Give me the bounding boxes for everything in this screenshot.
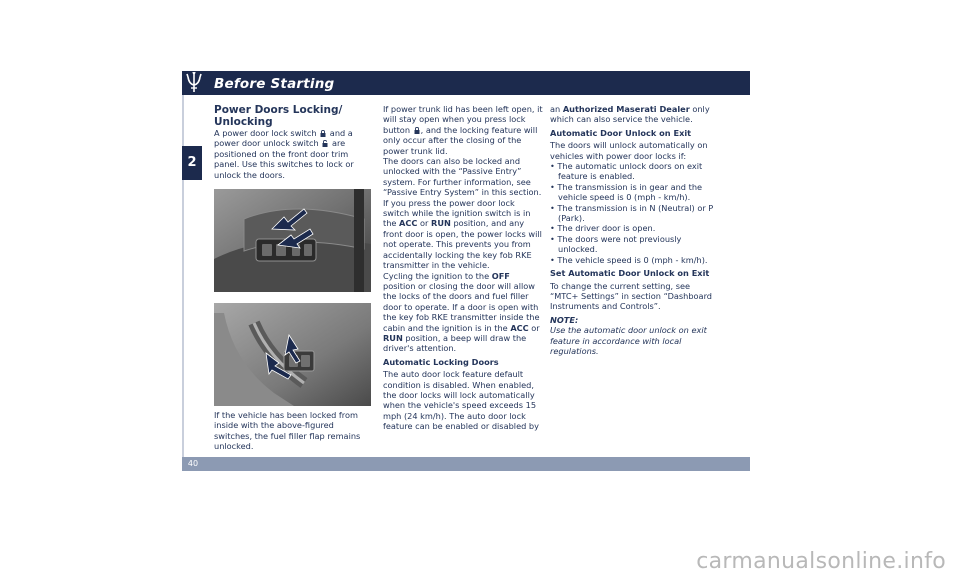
door-switch-figure-2 [214,303,371,406]
list-item: • The vehicle speed is 0 (mph - km/h). [550,254,708,265]
paragraph: The doors can also be locked and unlocked with the “Passive Entry” system. For further information, see “Passive Entry System” in this section. [383,156,542,198]
paragraph: If power trunk lid has been left open, it will stay open when you press lock button , and the locking feature will only occur after the closing of the power trunk lid. [383,104,543,156]
chapter-tab-divider [202,146,204,180]
paragraph: If you press the power door lock switch while the ignition switch is in the ACC or RUN position, and any front door is open, the power locks will not operate. This prevents you from accidentally locking the key fob RKE transmitter in the vehicle. [383,197,542,271]
intro-paragraph: A power door lock switch and a power door unlock switch are positioned on the front door trim panel. Use this switches to lock or unlock the doors. [214,128,354,180]
trident-logo-icon [184,72,204,94]
figure-caption: If the vehicle has been locked from inside with the above-figured switches, the fuel filler flap remains unlocked. [214,410,361,452]
chapter-tab: 2 [182,146,202,180]
note-text: Use the automatic door unlock on exit feature in accordance with local regulations. [550,325,707,356]
list-item: • The driver door is open. [550,223,656,234]
paragraph: an Authorized Maserati Dealer only which can also service the vehicle. [550,104,710,125]
list-item: • The transmission is in gear and the vehicle speed is 0 (mph - km/h). [550,181,703,203]
paragraph: The doors will unlock automatically on vehicles with power door locks if: [550,140,708,161]
lock-icon [414,127,420,134]
subheading: Automatic Door Unlock on Exit [550,127,692,138]
list-item: • The transmission is in N (Neutral) or P (Park). [550,202,714,224]
note-label: NOTE: [550,314,579,325]
unlock-icon [322,140,328,147]
column-1 [214,104,374,180]
door-switch-figure-1 [214,189,371,292]
list-item: • The automatic unlock doors on exit feature is enabled. [550,161,703,182]
paragraph: Cycling the ignition to the OFF position or closing the door will allow the locks of the doors and fuel filler door to operate. If a door is open with the key fob RKE transmitter inside the cabin and the ignition is in the ACC or RUN position, a beep will draw the driver's attention. [383,270,540,354]
paragraph: The auto door lock feature default condition is disabled. When enabled, the door locks will lock automatically when the vehicle's speed exceeds 15 mph (24 km/h). The auto door lock feature can be enabled or disabled by [383,369,539,432]
subheading: Automatic Locking Doors [383,356,499,367]
page-number: 40 [187,459,199,468]
section-title: Before Starting [214,76,335,92]
column-2 [383,104,543,432]
watermark-text: carmanualsonline.info [696,549,946,574]
footer-bar [182,457,750,471]
paragraph: To change the current setting, see “MTC+ Settings” in section “Dashboard Instruments and Controls”. [550,280,712,312]
margin-rule [182,180,184,457]
page-heading: Power Doors Locking/ Unlocking [214,104,343,128]
list-item: • The doors were not previously unlocked. [550,233,682,255]
subheading: Set Automatic Door Unlock on Exit [550,268,710,279]
lock-icon [320,130,326,137]
margin-rule [182,95,184,146]
column-3 [550,104,715,356]
